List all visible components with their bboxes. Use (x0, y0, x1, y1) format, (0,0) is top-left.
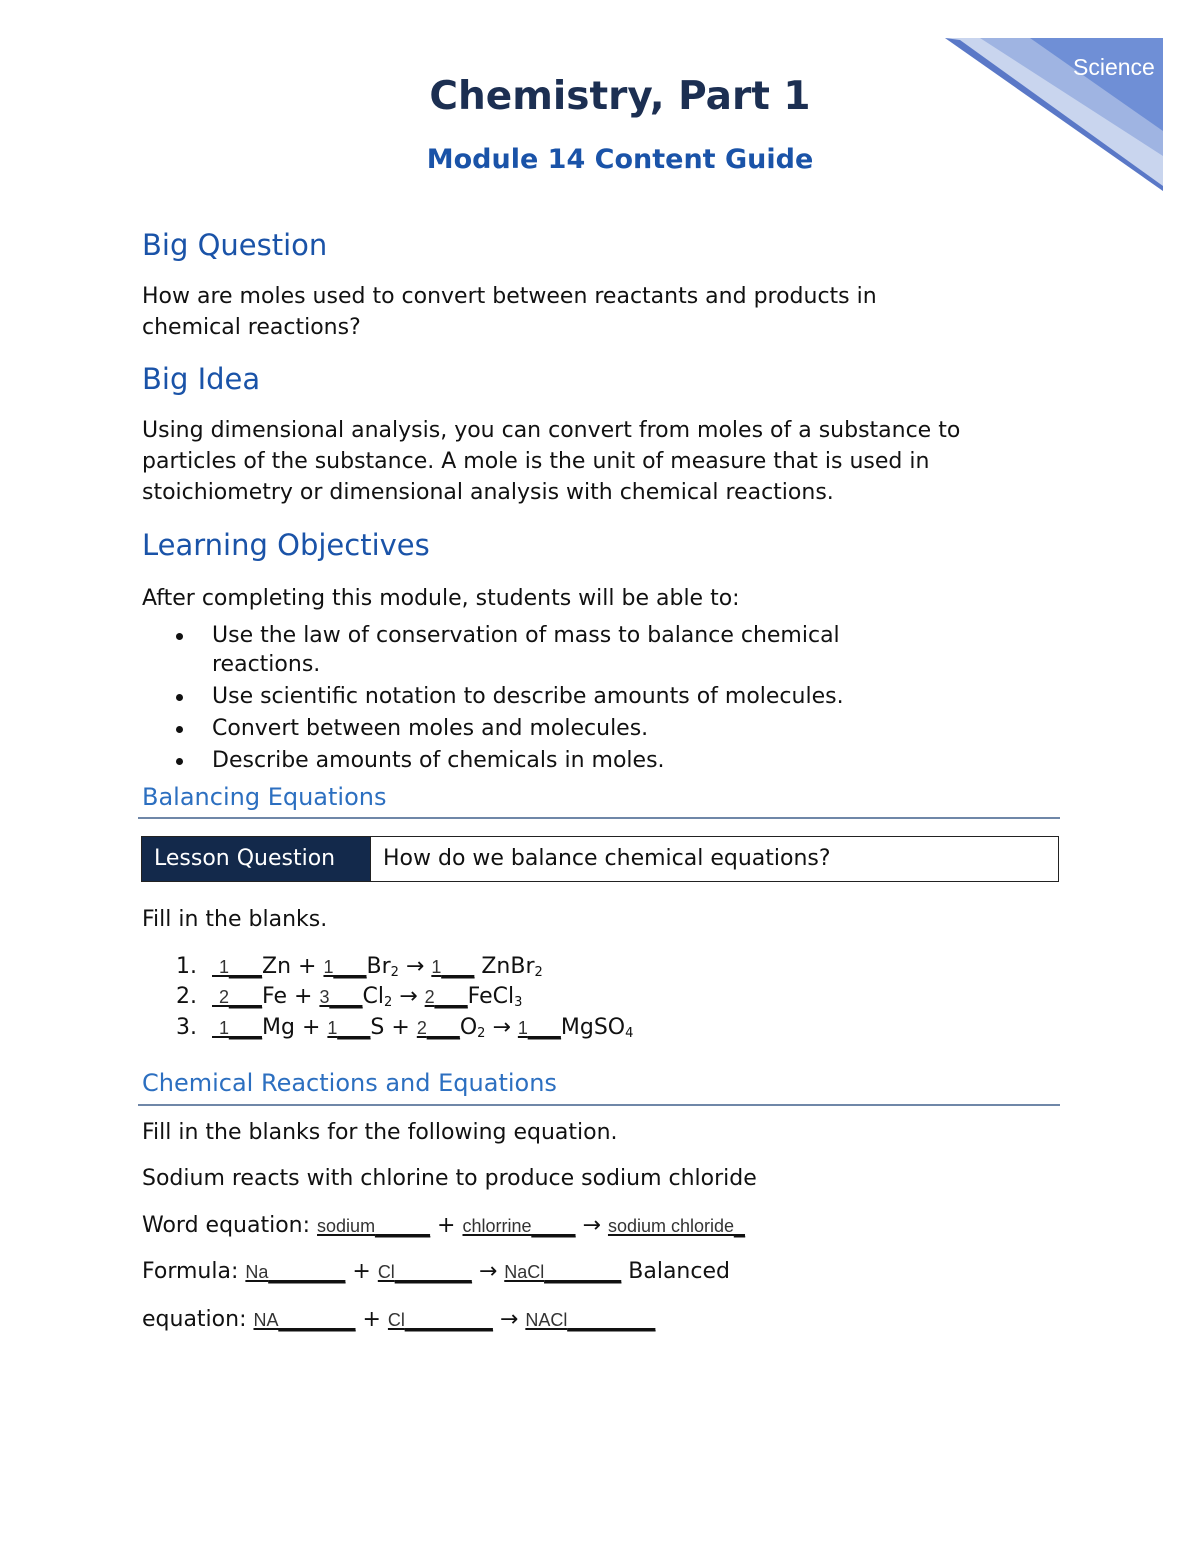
objective-item: Describe amounts of chemicals in moles. (142, 746, 932, 775)
big-question-text: How are moles used to convert between reactants and products in chemical reactions? (142, 284, 877, 340)
objectives-list-container (142, 621, 932, 778)
section-divider (138, 817, 1060, 819)
answer-blank[interactable]: 1___ (219, 954, 263, 979)
big-idea-line-1: Using dimensional analysis, you can convert from moles of a substance to (142, 418, 961, 443)
lesson-question-table (141, 836, 1059, 882)
formula-label: Formula: (142, 1259, 239, 1284)
word-equation-label: Word equation: (142, 1213, 311, 1238)
reactions-instruction: Fill in the blanks for the following equation. (142, 1120, 618, 1145)
answer-blank[interactable]: sodium_____ (317, 1213, 431, 1238)
arrow-icon: → (399, 984, 418, 1009)
answer-blank[interactable]: NA_______ (253, 1307, 356, 1332)
reaction-statement: Sodium reacts with chlorine to produce sodium chloride (142, 1166, 757, 1191)
balancing-heading: Balancing Equations (142, 783, 387, 811)
learning-objectives-heading: Learning Objectives (142, 528, 430, 562)
answer-blank[interactable]: Na_______ (245, 1259, 346, 1284)
arrow-icon: → (492, 1015, 511, 1040)
balanced-label: Balanced (628, 1259, 730, 1284)
answer-blank[interactable]: Cl_______ (377, 1259, 472, 1284)
answer-blank[interactable]: NACl________ (525, 1307, 656, 1332)
big-idea-line-2: particles of the substance. A mole is the unit of measure that is used in (142, 449, 930, 474)
equation-number: 2. (176, 984, 197, 1009)
arrow-icon: → (405, 954, 425, 979)
answer-blank[interactable]: 1___ (323, 954, 367, 979)
answer-blank[interactable]: 2___ (416, 1015, 460, 1040)
answer-blank[interactable]: 3___ (319, 984, 363, 1009)
big-idea-heading: Big Idea (142, 362, 261, 396)
page-title: Chemistry, Part 1 (429, 74, 811, 119)
lesson-question-label: Lesson Question (142, 837, 370, 881)
answer-blank[interactable]: 1___ (431, 954, 475, 979)
objectives-list (142, 621, 932, 775)
equation-row-3: 3. 1___Mg + 1___S + $2\_\_\_O_2$ → 1___MgSO$_4$ (176, 1015, 634, 1041)
equation-row-1: 1. 1___Zn + $1\_\_\_Br_2$ → 1___ ZnBr$_2$ (176, 954, 543, 980)
objectives-intro: After completing this module, students will be able to: (142, 586, 740, 611)
answer-blank[interactable]: 1___ (219, 1015, 263, 1040)
arrow-icon: → (478, 1259, 498, 1284)
balanced-equation-label: equation: (142, 1307, 247, 1332)
word-equation-line: Word equation: sodium_____ + chlorrine____ → sodium chloride_ (142, 1213, 746, 1238)
answer-blank[interactable]: 1___ (327, 1015, 371, 1040)
page-subtitle: Module 14 Content Guide (426, 144, 814, 175)
objective-item: Use scientific notation to describe amounts of molecules. (142, 682, 932, 711)
objective-item: Use the law of conservation of mass to balance chemical reactions. (142, 621, 932, 679)
equation-number: 3. (176, 1015, 197, 1040)
formula-line: Formula: Na_______ + Cl_______ → NaCl_______ Balanced (142, 1259, 730, 1284)
arrow-icon: → (499, 1307, 519, 1332)
equation-row-2: 2. 2___Fe + $3\_\_\_Cl_2$ → 2___FeCl$_3$ (176, 984, 523, 1010)
answer-blank[interactable]: Cl________ (387, 1307, 493, 1332)
objective-item: Convert between moles and molecules. (142, 714, 932, 743)
answer-blank[interactable]: sodium chloride_ (607, 1213, 746, 1238)
section-divider (138, 1104, 1060, 1106)
answer-blank[interactable]: 2___ (219, 984, 263, 1009)
lesson-question-text: How do we balance chemical equations? (370, 837, 1058, 881)
big-idea-line-3: stoichiometry or dimensional analysis with chemical reactions. (142, 480, 834, 505)
answer-blank[interactable]: chlorrine____ (462, 1213, 576, 1238)
arrow-icon: → (582, 1213, 601, 1238)
big-question-heading: Big Question (142, 228, 328, 262)
reactions-heading: Chemical Reactions and Equations (142, 1069, 557, 1097)
answer-blank[interactable]: 1___ (517, 1015, 561, 1040)
balancing-instruction: Fill in the blanks. (142, 907, 328, 932)
subject-label: Science (1073, 54, 1155, 80)
answer-blank[interactable]: NaCl_______ (504, 1259, 622, 1284)
answer-blank[interactable]: 2___ (424, 984, 468, 1009)
balanced-equation-line: equation: NA_______ + Cl________ → NACl________ (142, 1307, 656, 1332)
equation-number: 1. (176, 954, 197, 979)
